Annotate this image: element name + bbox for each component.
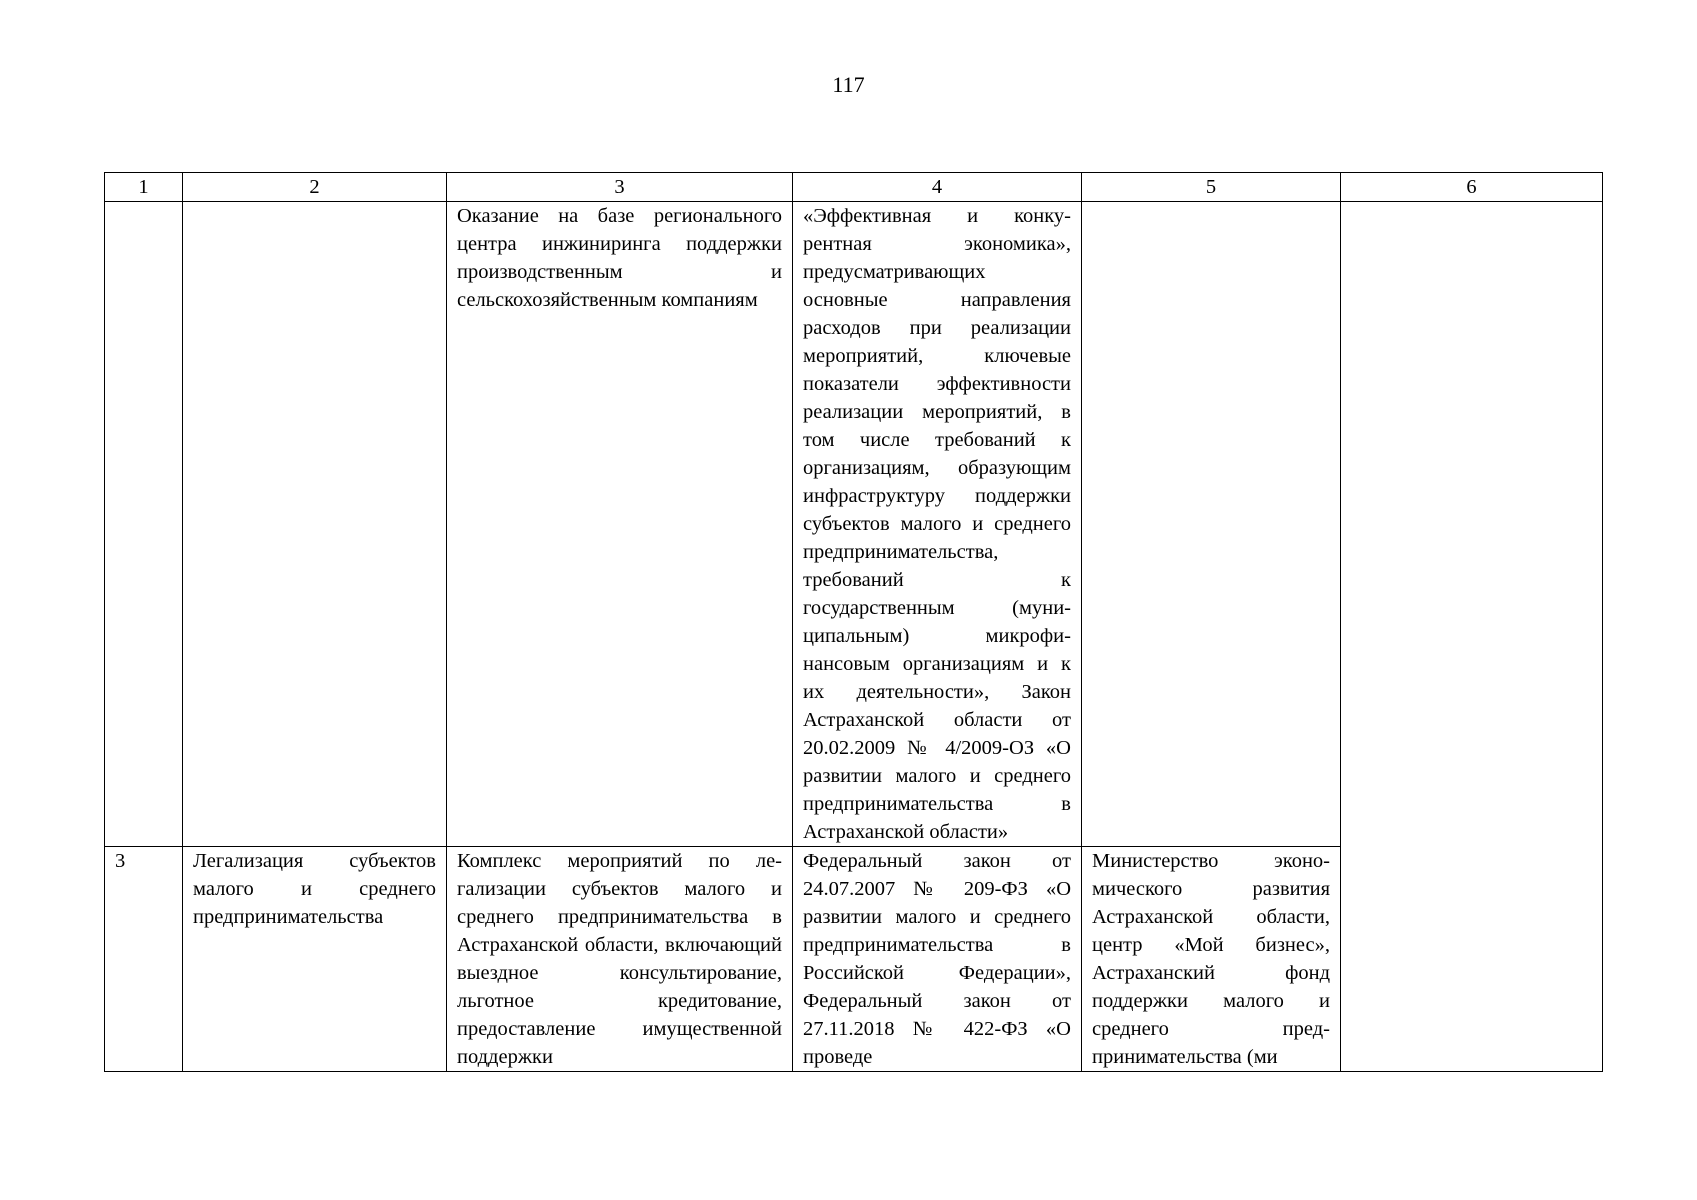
measure-description-cell: Комплекс мероприятий по легализации субъектов малого и среднего предпринимательства в Астраханской области, включающий выездное консультирование, льготное кредитование, предоставление имущественной поддержки xyxy=(447,847,793,1072)
row-number-cell: 3 xyxy=(105,847,183,1072)
legal-basis-cell: Федеральный закон от 24.07.2007 № 209-ФЗ «О развитии малого и среднего предпринимательства в Российской Федерации», Федеральный закон от 27.11.2018 № 422-ФЗ «О проведе xyxy=(793,847,1082,1072)
column-number-6: 6 xyxy=(1341,173,1603,202)
column-6-cell xyxy=(1341,202,1603,1072)
column-number-row xyxy=(105,173,1603,202)
measure-description-cell: Оказание на базе регионального центра инжиниринга поддержки производственным и сельскохозяйственным компаниям xyxy=(447,202,793,847)
responsible-cell: Министерство экономического развития Астраханской области, центр «Мой бизнес», Астраханский фонд поддержки малого и среднего предпринимательства (ми xyxy=(1082,847,1341,1072)
table-row xyxy=(105,202,1603,847)
legal-basis-cell: «Эффективная и конкурентная экономика», предусматривающих основные направления расходов при реализации мероприятий, ключевые показатели эффективности реализации мероприятий, в том числе требований к организациям, образующим инфраструктуру поддержки субъектов малого и среднего предпринимательства, требований к государственным (муниципальным) микрофинансовым организациям и к их деятельности», Закон Астраханской области от 20.02.2009 № 4/2009-ОЗ «О развитии малого и среднего предпринимательства в Астраханской области» xyxy=(793,202,1082,847)
measures-table xyxy=(104,172,1603,1072)
responsible-cell xyxy=(1082,202,1341,847)
column-number-1: 1 xyxy=(105,173,183,202)
row-number-cell xyxy=(105,202,183,847)
column-number-2: 2 xyxy=(183,173,447,202)
column-number-5: 5 xyxy=(1082,173,1341,202)
measure-name-cell xyxy=(183,202,447,847)
column-number-4: 4 xyxy=(793,173,1082,202)
column-number-3: 3 xyxy=(447,173,793,202)
measure-name-cell: Легализация субъектов малого и среднего предпринимательства xyxy=(183,847,447,1072)
page-number: 117 xyxy=(832,72,865,97)
